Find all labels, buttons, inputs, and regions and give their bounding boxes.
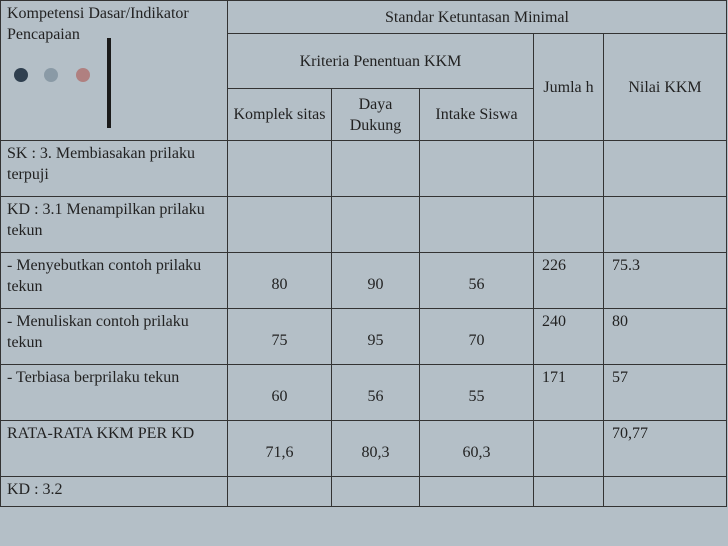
cell-intake: 70 xyxy=(420,309,534,365)
header-intake-siswa: Intake Siswa xyxy=(420,89,534,141)
row-label: RATA-RATA KKM PER KD xyxy=(1,421,228,477)
header-nilai-kkm: Nilai KKM xyxy=(604,34,727,141)
cell-daya-dukung: 90 xyxy=(332,253,420,309)
cell-jumlah xyxy=(534,197,604,253)
cell-kompleksitas: 60 xyxy=(228,365,332,421)
table-row xyxy=(1,197,727,253)
cell-intake: 55 xyxy=(420,365,534,421)
cell-nilai xyxy=(604,141,727,197)
cell-kompleksitas: 75 xyxy=(228,309,332,365)
row-label: KD : 3.2 xyxy=(1,477,228,507)
table-row xyxy=(1,421,727,477)
cell-kompleksitas xyxy=(228,477,332,507)
cell-nilai xyxy=(604,197,727,253)
cell-daya-dukung xyxy=(332,197,420,253)
cell-kompleksitas xyxy=(228,197,332,253)
table-row xyxy=(1,141,727,197)
cell-nilai: 80 xyxy=(604,309,727,365)
cell-daya-dukung: 95 xyxy=(332,309,420,365)
cell-nilai: 57 xyxy=(604,365,727,421)
cell-jumlah: 240 xyxy=(534,309,604,365)
cell-jumlah: 226 xyxy=(534,253,604,309)
cell-intake xyxy=(420,477,534,507)
cell-jumlah xyxy=(534,477,604,507)
cell-jumlah: 171 xyxy=(534,365,604,421)
cell-kompleksitas xyxy=(228,141,332,197)
header-standar-ketuntasan: Standar Ketuntasan Minimal xyxy=(228,1,727,34)
table-row xyxy=(1,477,727,507)
cell-daya-dukung xyxy=(332,477,420,507)
cell-intake: 60,3 xyxy=(420,421,534,477)
header-kompleksitas: Komplek sitas xyxy=(228,89,332,141)
cell-nilai: 70,77 xyxy=(604,421,727,477)
row-label: - Menyebutkan contoh prilaku tekun xyxy=(1,253,228,309)
header-daya-dukung: Daya Dukung xyxy=(332,89,420,141)
cell-intake xyxy=(420,141,534,197)
header-jumlah: Jumla h xyxy=(534,34,604,141)
row-label: - Menuliskan contoh prilaku tekun xyxy=(1,309,228,365)
cell-daya-dukung: 80,3 xyxy=(332,421,420,477)
cell-daya-dukung: 56 xyxy=(332,365,420,421)
row-label: KD : 3.1 Menampilkan prilaku tekun xyxy=(1,197,228,253)
cell-intake: 56 xyxy=(420,253,534,309)
cell-kompleksitas: 80 xyxy=(228,253,332,309)
table-row xyxy=(1,253,727,309)
cell-intake xyxy=(420,197,534,253)
header-kompetensi: Kompetensi Dasar/Indikator Pencapaian xyxy=(1,1,228,141)
cell-nilai xyxy=(604,477,727,507)
row-label: - Terbiasa berprilaku tekun xyxy=(1,365,228,421)
header-kriteria: Kriteria Penentuan KKM xyxy=(228,34,534,89)
cell-jumlah xyxy=(534,141,604,197)
table-row xyxy=(1,365,727,421)
cell-kompleksitas: 71,6 xyxy=(228,421,332,477)
cell-daya-dukung xyxy=(332,141,420,197)
table-row xyxy=(1,309,727,365)
row-label: SK : 3. Membiasakan prilaku terpuji xyxy=(1,141,228,197)
cell-jumlah xyxy=(534,421,604,477)
cell-nilai: 75.3 xyxy=(604,253,727,309)
